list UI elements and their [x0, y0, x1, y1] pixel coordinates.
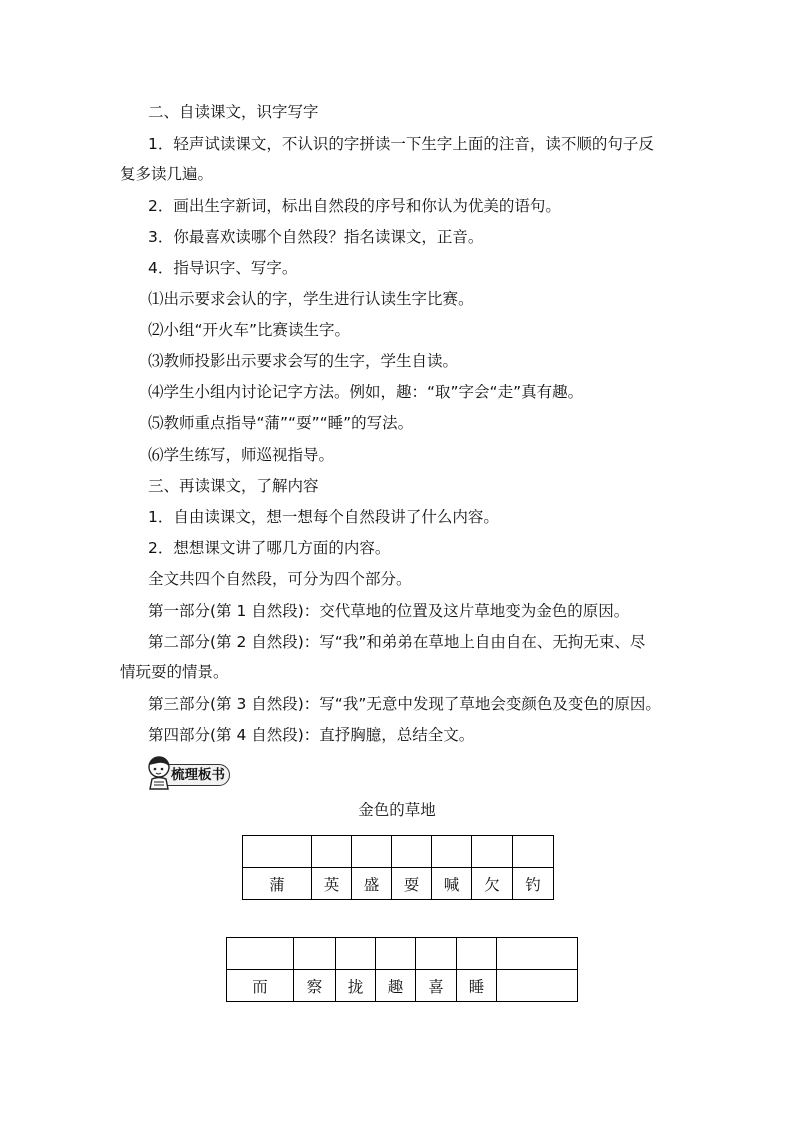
paragraph-sub-3: ⑶教师投影出示要求会写的生字，学生自读。 — [148, 352, 459, 370]
table-cell — [472, 836, 513, 868]
paragraph-sub-5: ⑸教师重点指导“蒲”“耍”“睡”的写法。 — [148, 414, 414, 432]
banner-label: 梳理板书 — [171, 767, 225, 783]
paragraph-item-4: 4．指导识字、写字。 — [148, 259, 298, 277]
paragraph-reread-2: 2．想想课文讲了哪几方面的内容。 — [148, 539, 391, 557]
table-cell — [513, 836, 554, 868]
table-row — [227, 970, 578, 1002]
paragraph-sub-1: ⑴出示要求会认的字，学生进行认读生字比赛。 — [148, 290, 474, 308]
table-cell — [294, 938, 336, 970]
paragraph-part-3: 第三部分(第 3 自然段)：写“我”无意中发现了草地会变颜色及变色的原因。 — [148, 695, 661, 713]
table-cell — [432, 836, 472, 868]
paragraph-item-1-cont: 复多读几遍。 — [120, 165, 214, 183]
paragraph-part-4: 第四部分(第 4 自然段)：直抒胸臆，总结全文。 — [148, 726, 475, 744]
table-cell — [352, 836, 392, 868]
paragraph-reread-1: 1．自由读课文，想一想每个自然段讲了什么内容。 — [148, 508, 499, 526]
table-cell — [457, 938, 497, 970]
table-cell: 睡 — [457, 970, 497, 1002]
table-cell — [336, 938, 376, 970]
paragraph-summary: 全文共四个自然段，可分为四个部分。 — [148, 570, 412, 588]
paragraph-sub-6: ⑹学生练写，师巡视指导。 — [148, 446, 335, 464]
table-cell — [392, 836, 432, 868]
table-row — [243, 868, 554, 900]
paragraph-item-1: 1．轻声试读课文，不认识的字拼读一下生字上面的注音，读不顺的句子反 — [148, 135, 654, 153]
table-cell: 喜 — [416, 970, 457, 1002]
table-row — [243, 836, 554, 868]
table-cell: 耍 — [392, 868, 432, 900]
table-cell — [497, 970, 578, 1002]
paragraph-part-1: 第一部分(第 1 自然段)：交代草地的位置及这片草地变为金色的原因。 — [148, 602, 630, 620]
table-cell: 而 — [227, 970, 294, 1002]
heading-reread: 三、再读课文，了解内容 — [148, 477, 319, 495]
table-cell: 喊 — [432, 868, 472, 900]
table-cell: 趣 — [376, 970, 416, 1002]
character-table-1 — [242, 835, 554, 900]
table-cell — [497, 938, 578, 970]
table-cell: 蒲 — [243, 868, 312, 900]
table-cell — [376, 938, 416, 970]
student-mascot-icon — [146, 756, 172, 790]
paragraph-sub-4: ⑷学生小组内讨论记字方法。例如，趣：“取”字会“走”真有趣。 — [148, 383, 584, 401]
paragraph-item-2: 2．画出生字新词，标出自然段的序号和你认为优美的语句。 — [148, 197, 561, 215]
table-cell — [312, 836, 352, 868]
table-cell: 英 — [312, 868, 352, 900]
board-title: 金色的草地 — [358, 801, 436, 819]
table-cell: 盛 — [352, 868, 392, 900]
table-cell: 拢 — [336, 970, 376, 1002]
character-table-2 — [226, 937, 578, 1002]
table-cell — [416, 938, 457, 970]
paragraph-item-3: 3．你最喜欢读哪个自然段？指名读课文，正音。 — [148, 228, 484, 246]
heading-self-reading: 二、自读课文，识字写字 — [148, 103, 319, 121]
table-cell: 钓 — [513, 868, 554, 900]
paragraph-part-2-cont: 情玩耍的情景。 — [120, 663, 229, 681]
table-cell — [227, 938, 294, 970]
table-row — [227, 938, 578, 970]
paragraph-sub-2: ⑵小组“开火车”比赛读生字。 — [148, 321, 351, 339]
table-cell — [243, 836, 312, 868]
paragraph-part-2: 第二部分(第 2 自然段)：写“我”和弟弟在草地上自由自在、无拘无束、尽 — [148, 633, 646, 651]
section-banner — [146, 756, 230, 790]
table-cell: 察 — [294, 970, 336, 1002]
table-cell: 欠 — [472, 868, 513, 900]
